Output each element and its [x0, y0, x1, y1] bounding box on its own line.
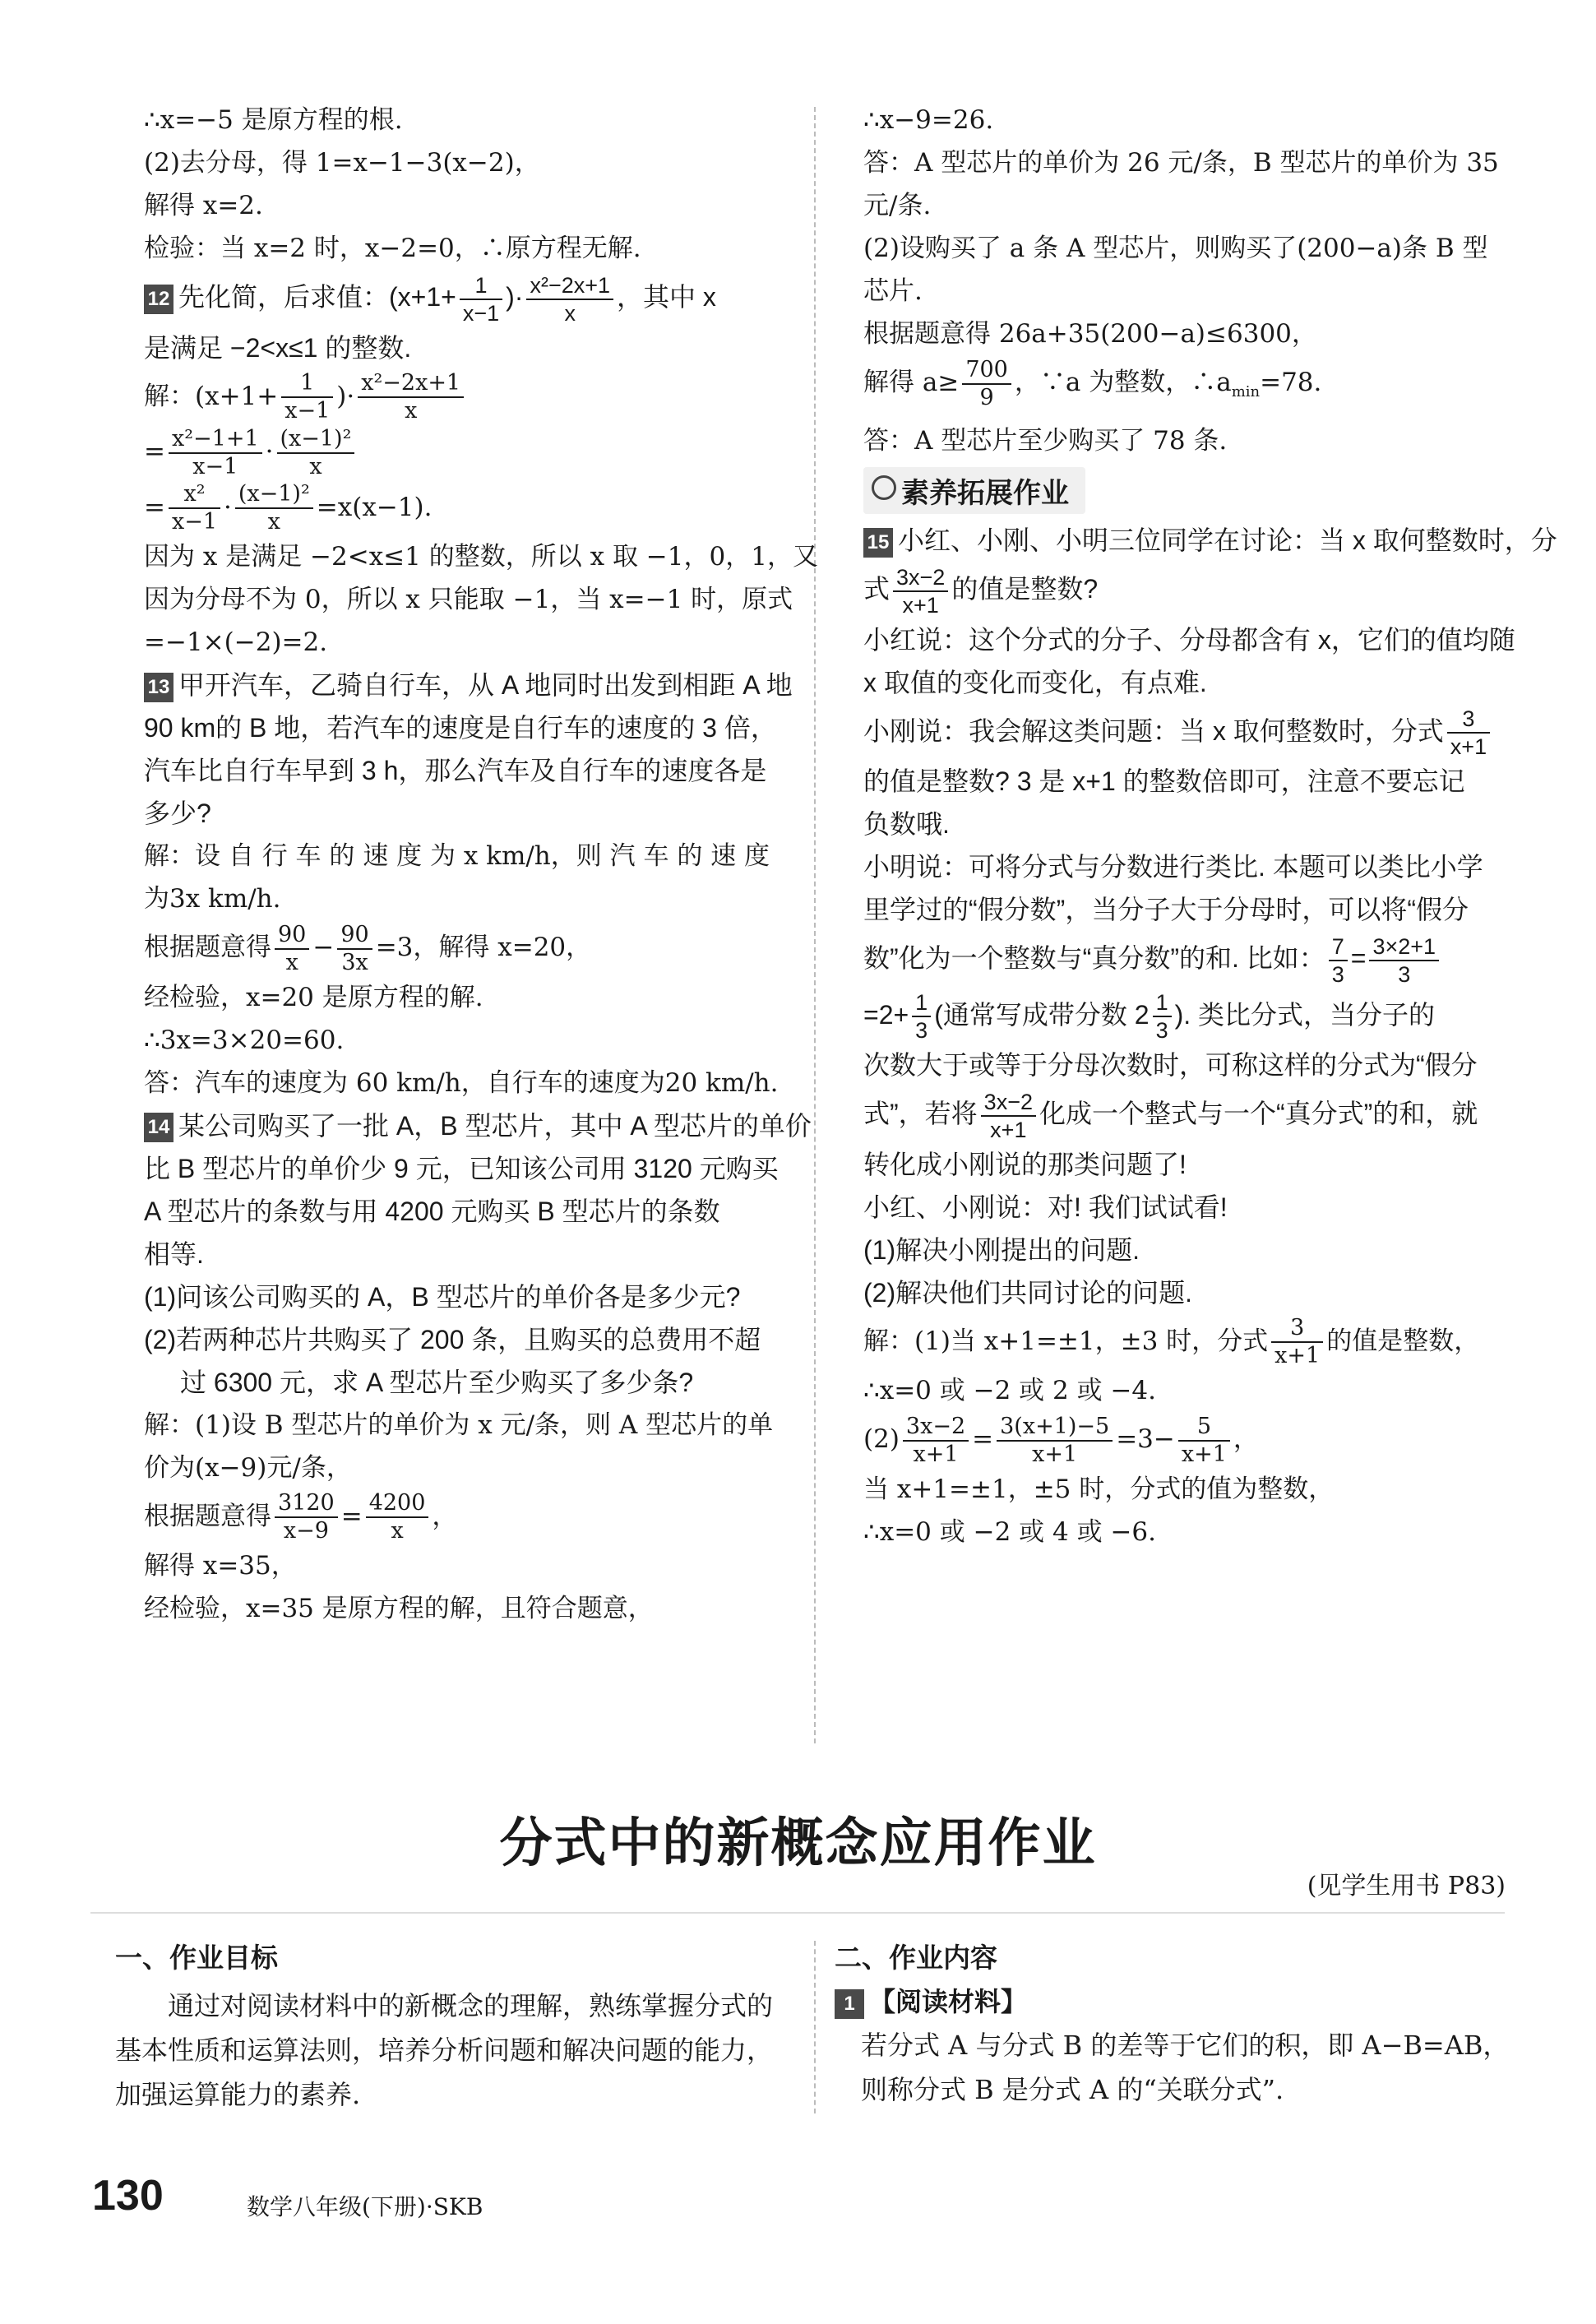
denominator: x+1 — [1181, 1441, 1227, 1467]
text-line: ∴x=−5 是原方程的根. — [144, 105, 403, 135]
text: ，∵a 为整数，∴a — [1014, 368, 1232, 397]
text: 根据题意得 — [144, 933, 271, 963]
denominator: 3 — [1155, 1018, 1168, 1044]
text: 小红、小刚、小明三位同学在讨论：当 x 取何整数时，分 — [898, 525, 1557, 556]
denominator: 3 — [1331, 961, 1344, 987]
numerator: 700 — [962, 357, 1011, 385]
numerator: 3×2+1 — [1369, 933, 1439, 961]
text: = — [144, 437, 165, 467]
denominator: 3 — [1398, 961, 1411, 987]
numerator: 1 — [460, 272, 502, 300]
text-line: (1)解决小刚提出的问题. — [863, 1234, 1140, 1265]
denominator: 3x — [341, 949, 368, 975]
denominator: x — [285, 949, 298, 975]
text-line: (2)设购买了 a 条 A 型芯片，则购买了(200−a)条 B 型 — [863, 234, 1488, 263]
solution-line — [144, 1489, 785, 1545]
text: ). 类比分式，当分子的 — [1174, 999, 1436, 1030]
text-line — [863, 1086, 1505, 1143]
numerator: 3x−2 — [903, 1414, 969, 1442]
denominator: x−9 — [283, 1518, 329, 1544]
numerator: x²−1+1 — [169, 426, 262, 454]
horizontal-rule — [90, 1912, 1505, 1914]
text: =3− — [1116, 1424, 1175, 1455]
text-line: 答：A 型芯片的单价为 26 元/条，B 型芯片的单价为 35 — [863, 148, 1499, 178]
fraction — [997, 1414, 1113, 1468]
text: = — [972, 1424, 994, 1455]
text-line: 小红、小刚说：对! 我们试试看! — [863, 1192, 1228, 1222]
text: 先化简，后求值：(x+1+ — [178, 282, 456, 312]
fraction — [1329, 933, 1348, 988]
text-line: 小红说：这个分式的分子、分母都含有 x，它们的值均随 — [863, 624, 1515, 655]
text-line: 转化成小刚说的那类问题了! — [863, 1149, 1187, 1179]
subscript: min — [1231, 383, 1261, 401]
text-line: 过 6300 元，求 A 型芯片至少购买了多少条? — [180, 1367, 694, 1397]
text: 【阅读材料】 — [869, 1987, 1028, 2016]
page-title: 分式中的新概念应用作业 — [499, 1813, 1097, 1874]
fraction — [962, 357, 1011, 411]
question-12 — [144, 270, 785, 326]
fraction — [358, 370, 464, 424]
numerator: 3120 — [275, 1490, 338, 1518]
text-line: 因为分母不为 0，所以 x 只能取 −1，当 x=−1 时，原式 — [144, 585, 793, 615]
fraction — [1369, 933, 1439, 988]
text: ， — [1233, 1424, 1259, 1455]
denominator: x+1 — [913, 1441, 959, 1467]
text: 某公司购买了一批 A，B 型芯片，其中 A 型芯片的单价 — [178, 1110, 812, 1141]
text: 化成一个整式与一个“真分式”的和，就 — [1039, 1099, 1478, 1129]
fraction — [893, 564, 948, 618]
numerator: 1 — [1153, 989, 1172, 1017]
text: )· — [506, 282, 524, 312]
text-line: 比 B 型芯片的单价少 9 元，已知该公司用 3120 元购买 — [144, 1153, 779, 1183]
text: 甲开汽车，乙骑自行车，从 A 地同时出发到相距 A 地 — [178, 670, 793, 701]
denominator: x — [564, 300, 576, 326]
denominator: 3 — [915, 1018, 928, 1044]
fraction — [981, 1089, 1036, 1143]
text-line: 根据题意得 26a+35(200−a)≤6300， — [863, 319, 1317, 349]
fraction — [903, 1414, 969, 1468]
text-line: 里学过的“假分数”，当分子大于分母时，可以将“假分 — [863, 895, 1469, 925]
text-line: 因为 x 是满足 −2<x≤1 的整数，所以 x 取 −1，0，1，又 — [144, 542, 818, 572]
numerator: x² — [169, 481, 220, 509]
text-line: 元/条. — [863, 191, 932, 220]
solution-line — [144, 369, 785, 425]
denominator: x−1 — [462, 300, 500, 326]
text-line: 解得 x=2. — [144, 191, 263, 220]
text-line: 芯片. — [863, 276, 923, 306]
text-line: 答：A 型芯片至少购买了 78 条. — [863, 426, 1228, 456]
content-section — [835, 1937, 1517, 2112]
numerator: (x−1)² — [235, 481, 313, 509]
text-line: 相等. — [144, 1238, 204, 1269]
fraction — [366, 1490, 429, 1544]
text: =2+ — [863, 999, 909, 1030]
text-line: (2)去分母，得 1=x−1−3(x−2)， — [144, 148, 540, 178]
right-column — [863, 99, 1557, 1553]
text: =x(x−1). — [316, 492, 433, 522]
denominator: x+1 — [902, 592, 939, 618]
question-number-badge: 15 — [863, 528, 893, 558]
text-line: 是满足 −2<x≤1 的整数. — [144, 332, 412, 363]
paragraph-line: 基本性质和运算法则，培养分析问题和解决问题的能力， — [115, 2035, 774, 2066]
text-line: (2)解决他们共同讨论的问题. — [863, 1277, 1193, 1308]
text: ， — [432, 1501, 458, 1531]
text-line — [863, 704, 1505, 761]
text-line: ∴3x=3×20=60. — [144, 1025, 345, 1055]
numerator: 3x−2 — [893, 564, 948, 592]
text-line: 多少? — [144, 799, 211, 829]
question-14 — [144, 1104, 812, 1147]
denominator: x−1 — [192, 453, 238, 479]
text: 的值是整数， — [1326, 1326, 1480, 1356]
numerator: 1 — [281, 370, 333, 398]
fraction — [460, 272, 502, 326]
text-line: 90 km的 B 地，若汽车的速度是自行车的速度的 3 倍， — [144, 713, 777, 743]
text-line: 解：设 自 行 车 的 速 度 为 x km/h，则 汽 车 的 速 度 — [144, 841, 770, 872]
solution-line — [144, 480, 785, 536]
text: 式”，若将 — [863, 1099, 978, 1129]
fraction — [169, 426, 262, 480]
numerator: x²−2x+1 — [358, 370, 464, 398]
fraction — [1153, 989, 1172, 1044]
solution-line — [863, 355, 1505, 419]
column-divider — [814, 107, 816, 1743]
text: =78. — [1260, 368, 1322, 397]
paragraph-line: 则称分式 B 是分式 A 的“关联分式”. — [861, 2074, 1284, 2105]
fraction — [281, 370, 333, 424]
fraction — [1271, 1315, 1323, 1369]
numerator: 3(x+1)−5 — [997, 1414, 1113, 1442]
text-line: =−1×(−2)=2. — [144, 627, 328, 658]
text: − — [312, 933, 335, 963]
solution-line — [863, 1412, 1505, 1468]
text-line: 的值是整数? 3 是 x+1 的整数倍即可，注意不要忘记 — [863, 766, 1465, 797]
text-line: 经检验，x=35 是原方程的解，且符合题意， — [144, 1594, 654, 1624]
numerator: 90 — [275, 922, 309, 950]
numerator: x²−2x+1 — [526, 272, 613, 300]
text-line: 价为(x−9)元/条， — [144, 1452, 352, 1483]
text-line: 小明说：可将分式与分数进行类比. 本题可以类比小学 — [863, 852, 1483, 882]
text-line: ∴x−9=26. — [863, 105, 994, 135]
numerator: 1 — [912, 989, 931, 1017]
question-number-badge: 13 — [144, 673, 173, 702]
fraction — [275, 922, 309, 976]
question-number-badge: 1 — [835, 1989, 864, 2019]
paragraph-line: 通过对阅读材料中的新概念的理解，熟练掌握分式的 — [168, 1990, 774, 2021]
text: = — [340, 1501, 363, 1531]
denominator: x+1 — [1032, 1441, 1078, 1467]
text: 解得 a≥ — [863, 368, 960, 397]
numerator: 3 — [1271, 1315, 1323, 1343]
denominator: x+1 — [1274, 1343, 1321, 1369]
text: 数”化为一个整数与“真分数”的和. 比如： — [863, 943, 1325, 974]
page-number: 130 — [92, 2172, 164, 2220]
text-line: (1)问该公司购买的 A，B 型芯片的单价各是多少元? — [144, 1281, 741, 1312]
fraction — [277, 426, 355, 480]
section-heading: 二、作业内容 — [835, 1942, 997, 1973]
text-line: (2)若两种芯片共购买了 200 条，且购买的总费用不超 — [144, 1324, 761, 1354]
solution-line — [144, 424, 785, 480]
denominator: x+1 — [1450, 734, 1487, 760]
solution-line — [863, 1314, 1505, 1370]
question-number-badge: 12 — [144, 285, 173, 314]
text-line: 次数大于或等于分母次数时，可称这样的分式为“假分 — [863, 1050, 1478, 1081]
fraction — [1447, 706, 1490, 760]
question-15 — [863, 519, 1557, 562]
fraction — [1178, 1414, 1230, 1468]
paragraph-line: 加强运算能力的素养. — [115, 2079, 361, 2110]
denominator: x — [309, 453, 322, 479]
numerator: (x−1)² — [277, 426, 355, 454]
denominator: x+1 — [990, 1117, 1027, 1142]
text-line: 为3x km/h. — [144, 884, 281, 914]
objective-section — [115, 1937, 798, 2117]
text-line: ∴x=0 或 −2 或 4 或 −6. — [863, 1516, 1157, 1547]
denominator: 9 — [979, 384, 994, 410]
text: = — [1350, 943, 1367, 974]
numerator: 4200 — [366, 1490, 429, 1518]
text-line — [863, 562, 1505, 618]
fraction — [912, 989, 931, 1044]
text: 式 — [863, 574, 891, 604]
reference-note: (见学生用书 P83) — [1307, 1872, 1506, 1900]
numerator: 7 — [1329, 933, 1348, 961]
text: )· — [336, 381, 355, 411]
solution-line — [144, 920, 785, 976]
text-line: 解：(1)设 B 型芯片的单价为 x 元/条，则 A 型芯片的单 — [144, 1410, 774, 1440]
question-13 — [144, 664, 793, 706]
text: =3，解得 x=20， — [375, 933, 592, 963]
text: 根据题意得 — [144, 1501, 271, 1531]
text: ，其中 x — [617, 282, 716, 312]
text: = — [144, 492, 165, 522]
text: 解：(x+1+ — [144, 381, 279, 411]
fraction — [235, 481, 313, 535]
numerator: 3x−2 — [981, 1089, 1036, 1117]
text-line: 当 x+1=±1，±5 时，分式的值为整数， — [863, 1474, 1335, 1504]
column-divider — [814, 1941, 816, 2113]
fraction — [337, 922, 372, 976]
text-line: 汽车比自行车早到 3 h，那么汽车及自行车的速度各是 — [144, 756, 767, 786]
text: (通常写成带分数 2 — [934, 999, 1150, 1030]
text: · — [224, 492, 232, 522]
text-line: x 取值的变化而变化，有点难. — [863, 667, 1207, 697]
paragraph-line: 若分式 A 与分式 B 的差等于它们的积，即 A−B=AB， — [861, 2030, 1510, 2061]
text-line: 检验：当 x=2 时，x−2=0，∴原方程无解. — [144, 234, 641, 263]
numerator: 5 — [1178, 1414, 1230, 1442]
section-tag: 素养拓展作业 — [863, 467, 1085, 514]
fraction — [275, 1490, 338, 1544]
denominator: x — [391, 1518, 404, 1544]
question-number-badge: 14 — [144, 1113, 173, 1142]
text-line: 答：汽车的速度为 60 km/h，自行车的速度为20 km/h. — [144, 1067, 779, 1098]
left-column — [144, 99, 818, 1630]
fraction — [169, 481, 220, 535]
text: 小刚说：我会解这类问题：当 x 取何整数时，分式 — [863, 715, 1444, 746]
reading-material-label — [835, 1980, 1517, 2023]
denominator: x−1 — [285, 398, 331, 424]
text-line: A 型芯片的条数与用 4200 元购买 B 型芯片的条数 — [144, 1196, 720, 1226]
text: 解：(1)当 x+1=±1，±3 时，分式 — [863, 1326, 1269, 1356]
section-heading: 一、作业目标 — [115, 1942, 278, 1973]
denominator: x — [405, 398, 418, 424]
footer-text: 数学八年级(下册)·SKB — [247, 2193, 483, 2220]
text-line — [863, 988, 1505, 1044]
text: · — [265, 437, 274, 467]
text-line: 负数哦. — [863, 809, 950, 840]
text-line: 经检验，x=20 是原方程的解. — [144, 982, 483, 1012]
text-line — [863, 931, 1505, 988]
text-line: ∴x=0 或 −2 或 2 或 −4. — [863, 1376, 1157, 1406]
denominator: x — [267, 509, 280, 535]
denominator: x−1 — [171, 509, 218, 535]
text-line: 解得 x=35， — [144, 1551, 297, 1581]
numerator: 3 — [1447, 706, 1490, 734]
text: (2) — [863, 1424, 900, 1455]
numerator: 90 — [337, 922, 372, 950]
text: 的值是整数? — [951, 574, 1099, 604]
fraction — [526, 272, 613, 326]
